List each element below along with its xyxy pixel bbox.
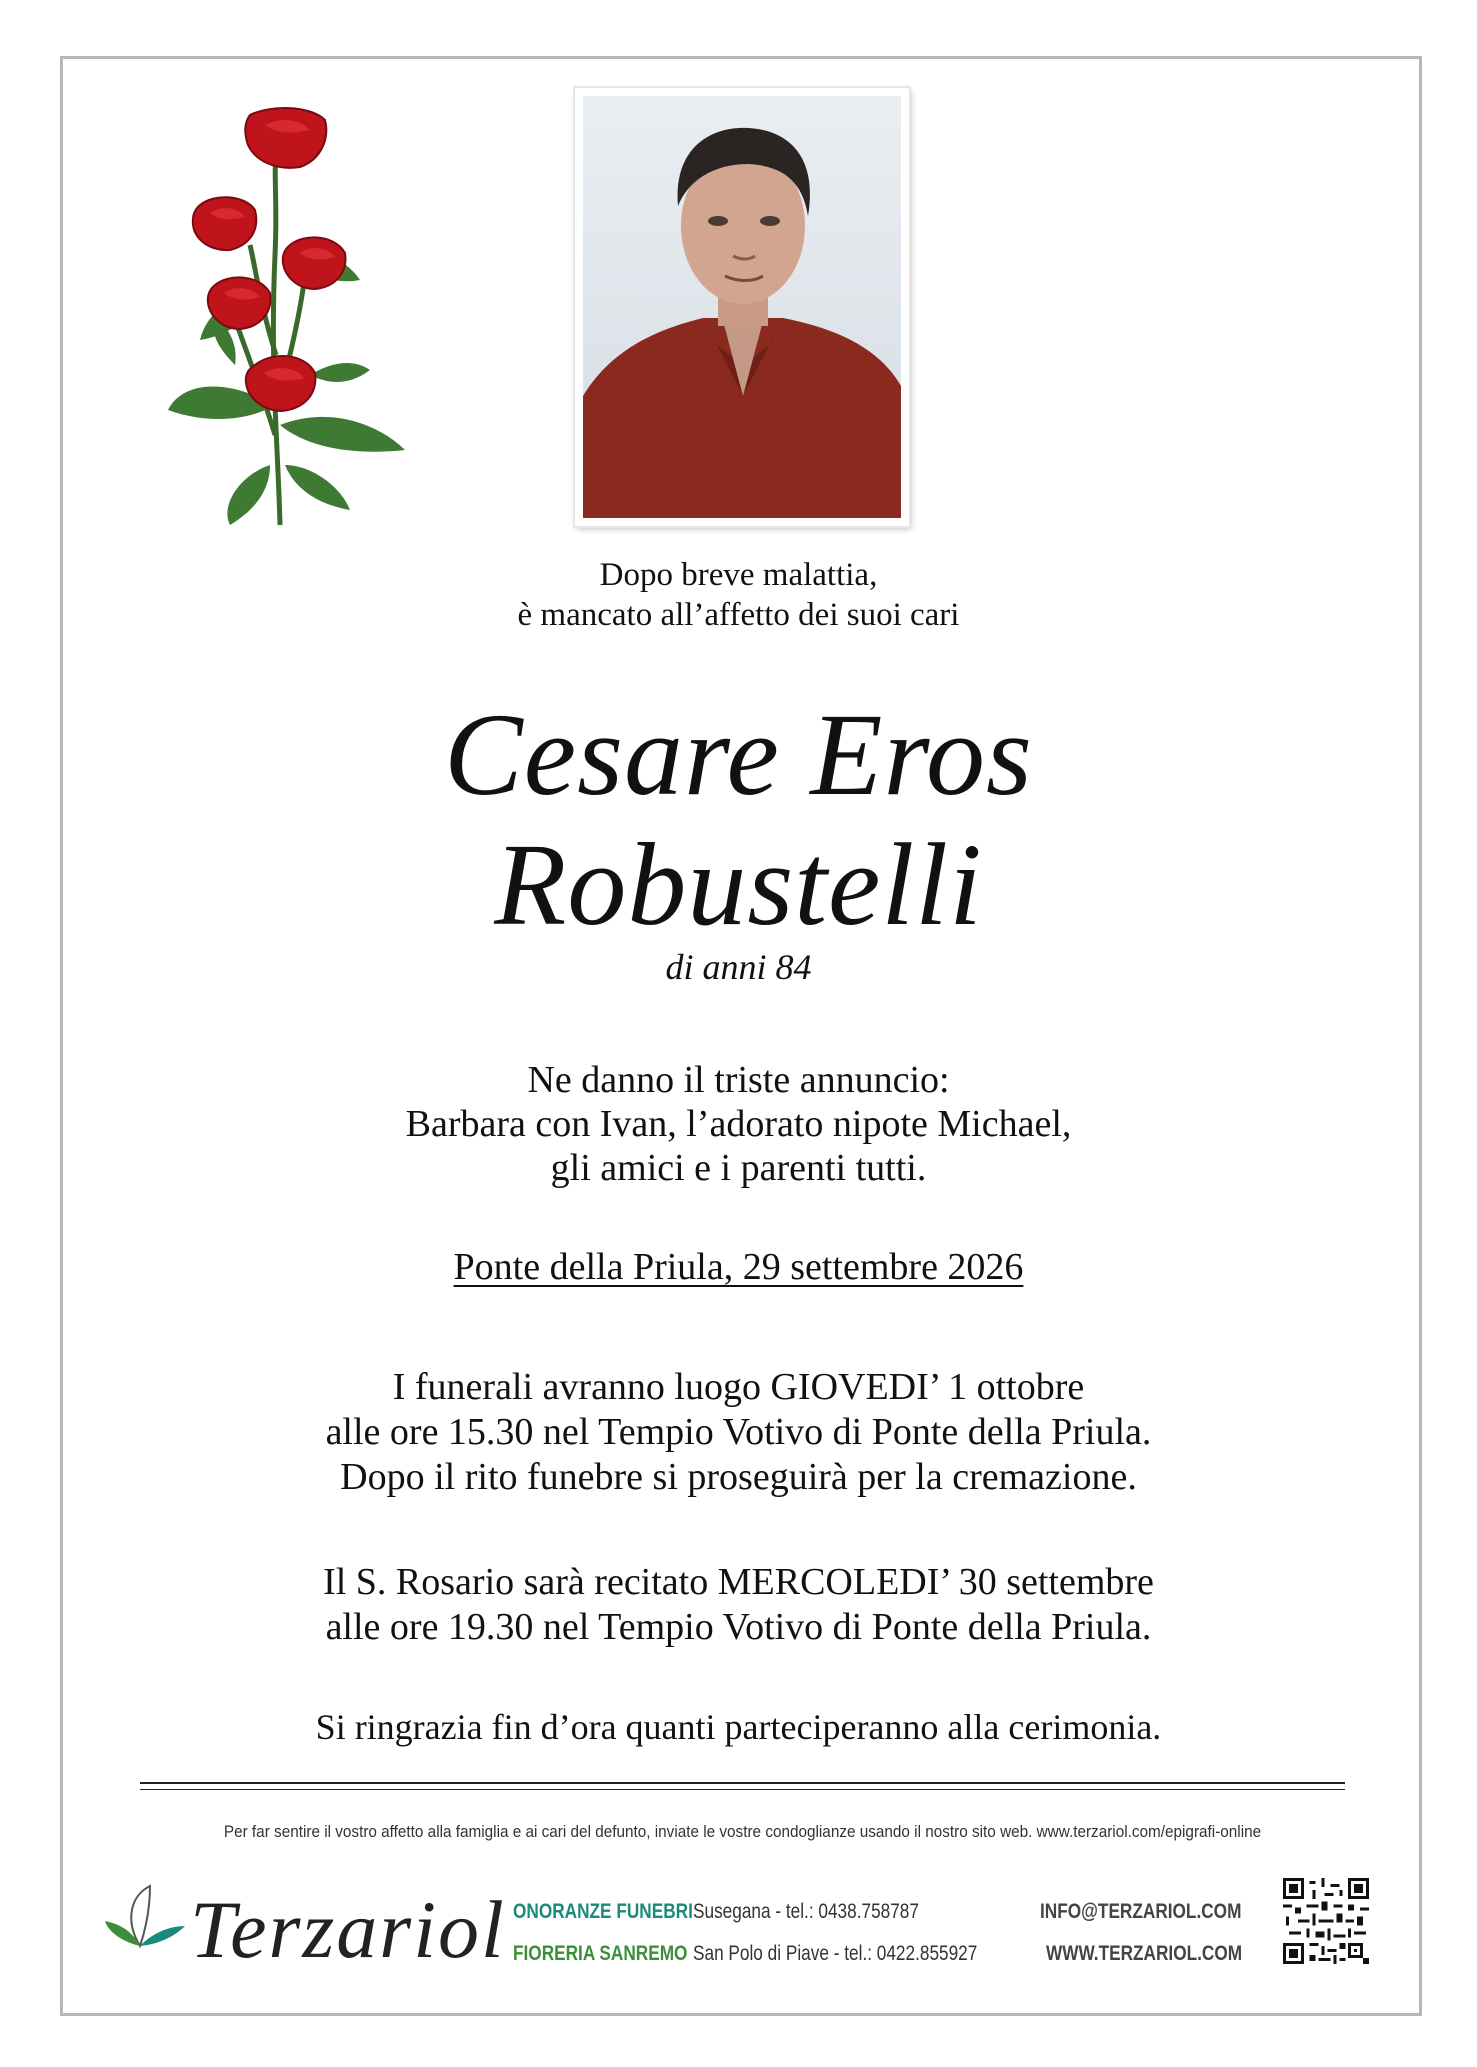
announce-line-3: gli amici e i parenti tutti. bbox=[550, 1147, 927, 1189]
condolence-note: Per far sentire il vostro affetto alla famiglia e ai cari del defunto, inviate le vostre condoglianze usando il nostro sito web. www.terzariol.com/epigrafi-online bbox=[223, 1822, 1262, 1841]
portrait-photo bbox=[583, 96, 901, 518]
divider-thin bbox=[140, 1789, 1345, 1790]
location-san-polo: San Polo di Piave - tel.: 0422.855927 bbox=[693, 1942, 978, 1965]
place-date-line bbox=[0, 1245, 1477, 1289]
place-date: Ponte della Priula, 29 settembre 2026 bbox=[453, 1246, 1024, 1288]
name-line-2: Robustelli bbox=[494, 819, 983, 950]
intro-text bbox=[0, 555, 1477, 635]
brand-logo-text: Terzariol bbox=[190, 1884, 506, 1975]
rosary-line-2: alle ore 19.30 nel Tempio Votivo di Ponte della Priula. bbox=[325, 1606, 1152, 1648]
location-susegana: Susegana - tel.: 0438.758787 bbox=[693, 1900, 919, 1923]
portrait-frame bbox=[575, 88, 909, 526]
announcement bbox=[0, 1058, 1477, 1190]
thanks-text: Si ringrazia fin d’ora quanti parteciperanno alla cerimonia. bbox=[315, 1707, 1162, 1747]
deceased-age: di anni 84 bbox=[665, 947, 812, 987]
red-roses-decoration bbox=[160, 105, 440, 530]
deceased-name bbox=[0, 690, 1477, 950]
intro-line-2: è mancato all’affetto dei suoi cari bbox=[517, 597, 960, 633]
rosary-info bbox=[0, 1560, 1477, 1650]
service-onoranze: ONORANZE FUNEBRI bbox=[513, 1900, 693, 1923]
announce-line-2: Barbara con Ivan, l’adorato nipote Michael, bbox=[405, 1103, 1072, 1145]
contact-email[interactable]: INFO@TERZARIOL.COM bbox=[1040, 1900, 1242, 1923]
funeral-info bbox=[0, 1365, 1477, 1500]
name-line-1: Cesare Eros bbox=[444, 689, 1033, 820]
funeral-line-1: I funerali avranno luogo GIOVEDI’ 1 ottobre bbox=[392, 1366, 1085, 1408]
service-fioreria: FIORERIA SANREMO bbox=[513, 1942, 688, 1965]
funeral-line-2: alle ore 15.30 nel Tempio Votivo di Ponte della Priula. bbox=[325, 1411, 1152, 1453]
divider-thick bbox=[140, 1782, 1345, 1784]
butterfly-logo-icon bbox=[100, 1876, 190, 1966]
contact-website[interactable]: WWW.TERZARIOL.COM bbox=[1046, 1942, 1243, 1965]
qr-code-icon[interactable] bbox=[1283, 1878, 1369, 1964]
intro-line-1: Dopo breve malattia, bbox=[599, 557, 878, 593]
rosary-line-1: Il S. Rosario sarà recitato MERCOLEDI’ 30 settembre bbox=[323, 1561, 1154, 1603]
announce-line-1: Ne danno il triste annuncio: bbox=[527, 1059, 950, 1101]
funeral-line-3: Dopo il rito funebre si proseguirà per la cremazione. bbox=[340, 1456, 1137, 1498]
